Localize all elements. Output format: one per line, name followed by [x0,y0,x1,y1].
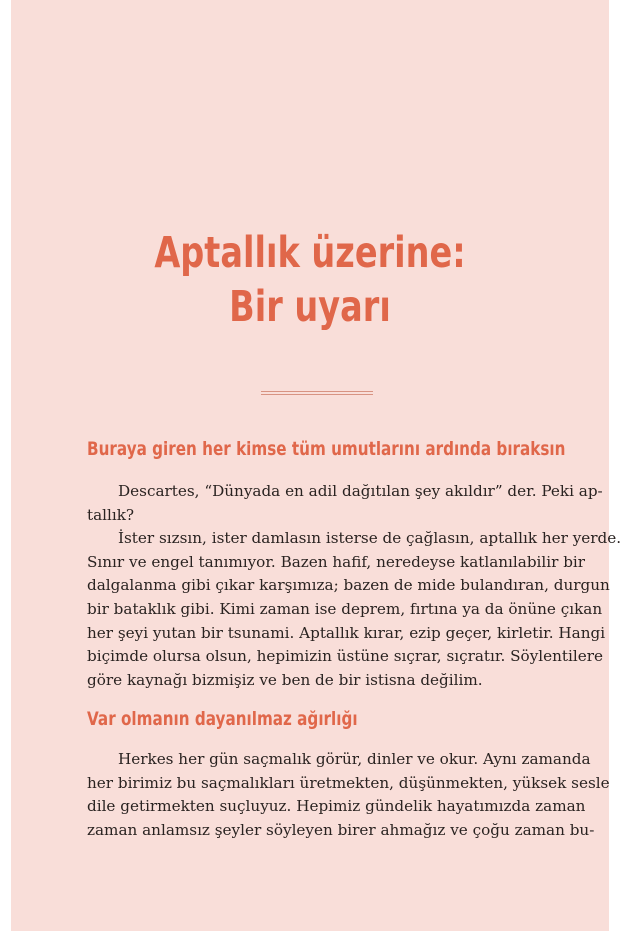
body-line: Sınır ve engel tanımıyor. Bazen hafif, neredeyse katlanılabilir bir [87,552,586,571]
body-line: her şeyi yutan bir tsunami. Aptallık kırar, ezip geçer, kirletir. Hangi [87,623,606,642]
body-line: her birimiz bu saçmalıkları üretmekten, düşünmekten, yüksek sesle [87,773,610,792]
body-line: bir bataklık gibi. Kimi zaman ise deprem, fırtına ya da önüne çıkan [87,599,603,618]
chapter-title-line-1: Aptallık üzerine: [154,228,466,278]
body-line: dile getirmekten suçluyuz. Hepimiz gündelik hayatımızda zaman [87,797,586,816]
body-line: İster sızsın, ister damlasın isterse de çağlasın, aptallık her yerde. [118,529,621,548]
body-line: tallık? [87,505,135,524]
book-page [11,0,621,931]
chapter-title [77,226,543,334]
section-body-1 [87,480,621,692]
title-divider [261,391,373,395]
chapter-title-line-2: Bir uyarı [229,282,391,332]
body-line: zaman anlamsız şeyler söyleyen birer ahmağız ve çoğu zaman bu- [87,820,595,839]
body-line: Descartes, “Dünyada en adil dağıtılan şey akıldır” der. Peki ap- [118,482,603,500]
body-line: biçimde olursa olsun, hepimizin üstüne sıçrar, sıçratır. Söylentilere [87,647,603,666]
body-line: dalgalanma gibi çıkar karşımıza; bazen de mide bulandıran, durgun [87,576,610,595]
section-body-2 [87,748,610,842]
body-line: Herkes her gün saçmalık görür, dinler ve okur. Aynı zamanda [118,750,591,768]
body-line: göre kaynağı bizmişiz ve ben de bir istisna değilim. [87,670,483,689]
section-heading-1: Buraya giren her kimse tüm umutlarını ardında bıraksın [87,438,566,460]
section-heading-2: Var olmanın dayanılmaz ağırlığı [87,708,358,730]
